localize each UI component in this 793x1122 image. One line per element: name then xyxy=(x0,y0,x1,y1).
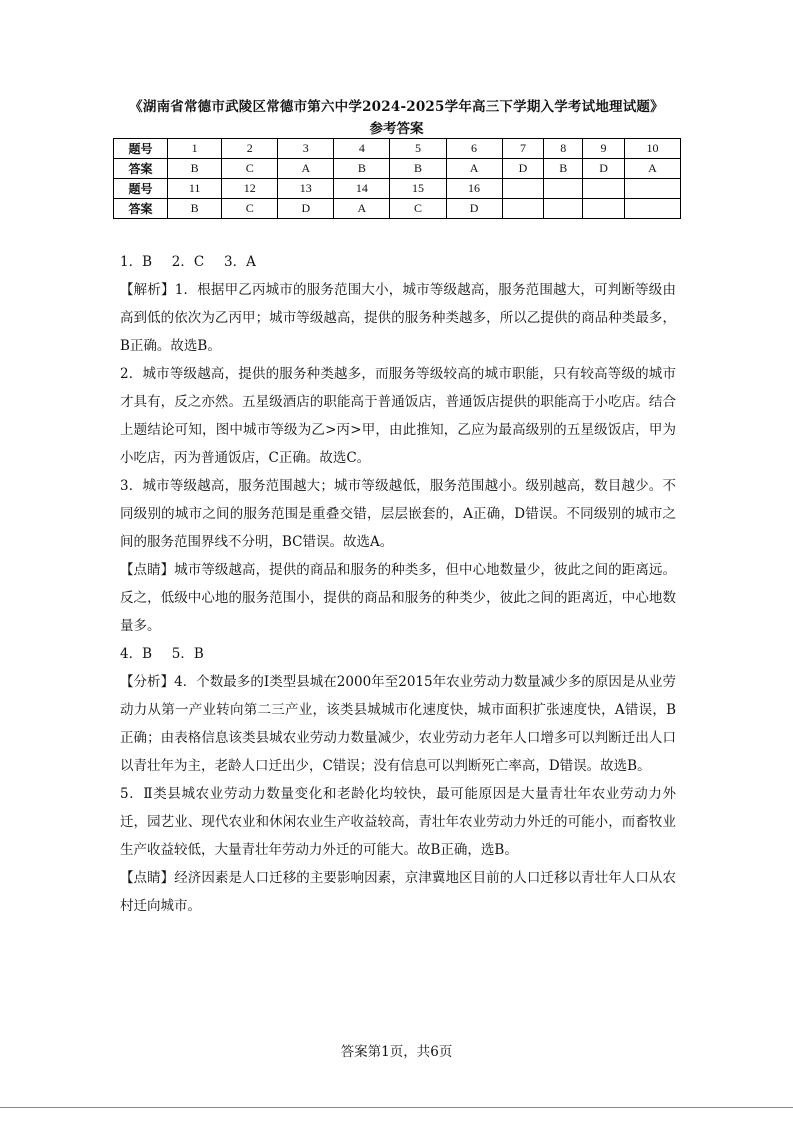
number-cell: 15 xyxy=(390,179,446,199)
analysis-q5: 5．Ⅱ类县城农业劳动力数量变化和老龄化均较快，最可能原因是大量青壮年农业劳动力外迁，园艺业、现代农业和休闲农业生产收益较高，青壮年农业劳动力外迁的可能小，而畜牧业生产收益较低，大量青壮年劳动力外迁的可能大。故B正确，选B。 xyxy=(120,786,676,858)
answer-cell xyxy=(502,199,544,219)
number-cell: 16 xyxy=(446,179,502,199)
analysis-q4: 【分析】4．个数最多的I类型县城在2000年至2015年农业劳动力数量减少多的原因是从业劳动力从第一产业转向第二三产业，该类县城城市化速度快，城市面积扩张速度快，A错误，B正确；由表格信息该类县城农业劳动力数量减少，农业劳动力老年人口增多可以判断迁出人口以青壮年为主，老龄人口迁出少，C错误；没有信息可以判断死亡率高，D错误。故选B。 xyxy=(120,674,676,774)
answer-cell: A xyxy=(278,159,334,179)
number-cell: 10 xyxy=(624,139,680,159)
answer-label-cell: 答案 xyxy=(114,199,168,219)
answer-cell: C xyxy=(222,199,278,219)
table-row-numbers-1 xyxy=(114,139,681,159)
answer-cell: C xyxy=(222,159,278,179)
number-cell: 6 xyxy=(446,139,502,159)
header-label-cell: 题号 xyxy=(114,179,168,199)
answer-cell: D xyxy=(446,199,502,219)
answer-cell xyxy=(624,199,680,219)
bottom-divider xyxy=(0,1107,793,1108)
answer-cell: B xyxy=(168,199,222,219)
number-cell xyxy=(624,179,680,199)
number-cell xyxy=(502,179,544,199)
answer-cell: A xyxy=(446,159,502,179)
header-label-cell: 题号 xyxy=(114,139,168,159)
answers-q1-3: 1．B 2．C 3．A xyxy=(120,254,256,270)
number-cell: 11 xyxy=(168,179,222,199)
number-cell xyxy=(544,179,583,199)
table-row-answers-1 xyxy=(114,159,681,179)
number-cell: 7 xyxy=(502,139,544,159)
number-cell: 13 xyxy=(278,179,334,199)
table-row-answers-2 xyxy=(114,199,681,219)
number-cell: 3 xyxy=(278,139,334,159)
answer-cell: B xyxy=(334,159,390,179)
number-cell: 5 xyxy=(390,139,446,159)
page-footer: 答案第1页，共6页 xyxy=(340,1044,453,1060)
answer-cell: D xyxy=(583,159,625,179)
number-cell: 12 xyxy=(222,179,278,199)
analysis-q1: 【解析】1．根据甲乙丙城市的服务范围大小，城市等级越高，服务范围越大，可判断等级由高到低的依次为乙丙甲；城市等级越高，提供的服务种类越多，所以乙提供的商品种类最多，B正确。故选B。 xyxy=(120,282,676,354)
number-cell: 9 xyxy=(583,139,625,159)
document-title: 《湖南省常德市武陵区常德市第六中学2024-2025学年高三下学期入学考试地理试题》 xyxy=(129,99,664,115)
answer-cell: B xyxy=(544,159,583,179)
answer-cell xyxy=(583,199,625,219)
answer-cell: A xyxy=(334,199,390,219)
answer-cell: B xyxy=(168,159,222,179)
table-row-numbers-2 xyxy=(114,179,681,199)
answer-table xyxy=(113,138,681,219)
answer-explanations xyxy=(120,248,676,920)
answer-cell: A xyxy=(624,159,680,179)
document-subtitle: 参考答案 xyxy=(369,121,424,137)
answer-cell: C xyxy=(390,199,446,219)
number-cell xyxy=(583,179,625,199)
tip-q1-3: 【点睛】城市等级越高，提供的商品和服务的种类多，但中心地数量少，彼此之间的距离远。反之，低级中心地的服务范围小，提供的商品和服务的种类少，彼此之间的距离近，中心地数量多。 xyxy=(120,562,676,634)
analysis-q3: 3．城市等级越高，服务范围越大；城市等级越低，服务范围越小。级别越高，数目越少。不同级别的城市之间的服务范围是重叠交错，层层嵌套的，A正确，D错误。不同级别的城市之间的服务范围界线不分明，BC错误。故选A。 xyxy=(120,478,676,550)
number-cell: 1 xyxy=(168,139,222,159)
number-cell: 4 xyxy=(334,139,390,159)
answer-cell: B xyxy=(390,159,446,179)
number-cell: 8 xyxy=(544,139,583,159)
number-cell: 14 xyxy=(334,179,390,199)
answer-label-cell: 答案 xyxy=(114,159,168,179)
tip-q4-5: 【点睛】经济因素是人口迁移的主要影响因素，京津冀地区目前的人口迁移以青壮年人口从农村迁向城市。 xyxy=(120,870,676,914)
answer-cell: D xyxy=(502,159,544,179)
answer-cell xyxy=(544,199,583,219)
answers-q4-5: 4．B 5．B xyxy=(120,646,204,662)
analysis-q2: 2．城市等级越高，提供的服务种类越多，而服务等级较高的城市职能，只有较高等级的城市才具有，反之亦然。五星级酒店的职能高于普通饭店，普通饭店提供的职能高于小吃店。结合上题结论可知，图中城市等级为乙>丙>甲，由此推知，乙应为最高级别的五星级饭店，甲为小吃店，丙为普通饭店，C正确。故选C。 xyxy=(120,366,676,466)
number-cell: 2 xyxy=(222,139,278,159)
answer-cell: D xyxy=(278,199,334,219)
